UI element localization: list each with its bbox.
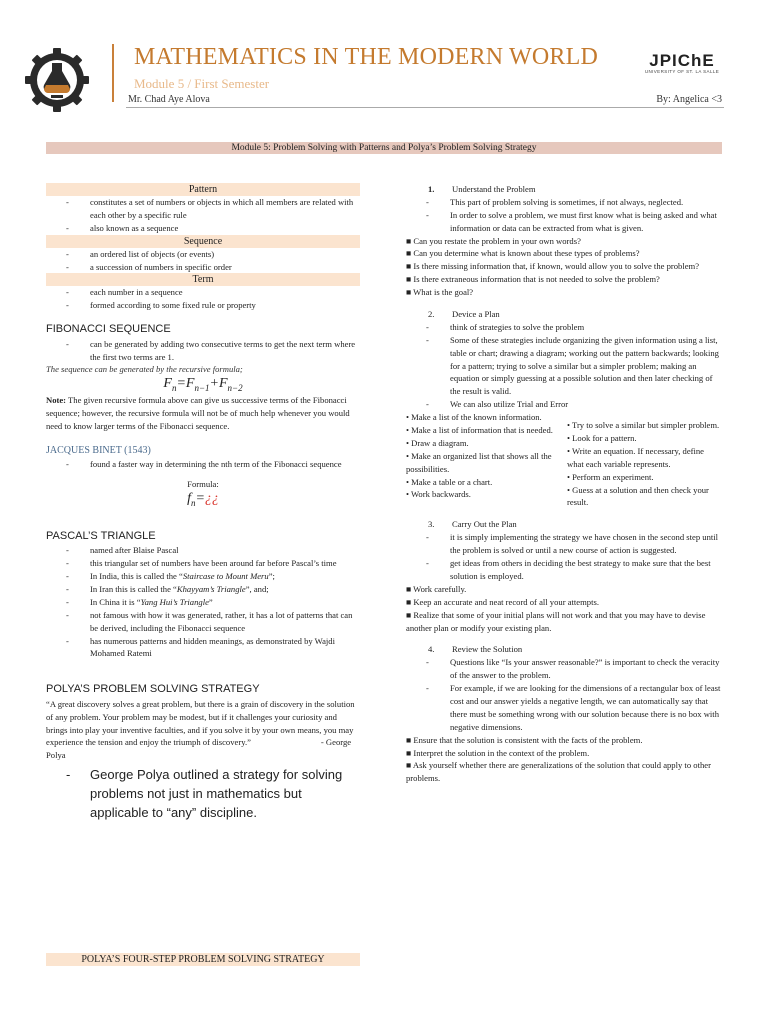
- four-step-heading-bar: POLYA’S FOUR-STEP PROBLEM SOLVING STRATEGY: [46, 953, 360, 966]
- strategy-list-right: [567, 411, 722, 509]
- step-2-list: [406, 321, 724, 411]
- fibonacci-note: [46, 394, 360, 433]
- list-item: - In order to solve a problem, we must first know what is being asked and what information or data can be extracted from what is given.: [406, 209, 724, 235]
- list-item: - an ordered list of objects (or events): [46, 248, 360, 261]
- list-item: - For example, if we are looking for the dimensions of a rectangular box of least cost and our answer yields a negative length, we can automatically say that there must be something wrong with our solution because there is no box with negative dimensions.: [406, 682, 724, 734]
- step-1-questions: [406, 235, 724, 299]
- step-4-list: [406, 656, 724, 733]
- term-heading: Term: [46, 273, 360, 286]
- header-rule: [126, 107, 724, 108]
- list-item: - this triangular set of numbers have been around far before Pascal’s time: [46, 557, 360, 570]
- list-item: - named after Blaise Pascal: [46, 544, 360, 557]
- strategy-item: • Perform an experiment.: [567, 471, 654, 482]
- list-item-china: - In China it is “Yang Hui’s Triangle”: [46, 596, 360, 609]
- binet-heading: JACQUES BINET (1543): [46, 444, 151, 456]
- gear-flask-logo: [22, 45, 92, 115]
- list-item: - not famous with how it was generated, rather, it has a lot of patterns that can be derived, including the Fibonacci sequence: [46, 609, 360, 635]
- recursive-note: The sequence can be generated by the recursive formula;: [46, 364, 243, 375]
- pattern-list: [46, 196, 360, 235]
- strategy-item: • Look for a pattern.: [567, 433, 637, 444]
- step-2-heading: 2. Device a Plan: [428, 309, 500, 320]
- list-item: - This part of problem solving is sometimes, if not always, neglected.: [406, 196, 724, 209]
- binet-list: [46, 458, 360, 471]
- strategy-item: • Make a list of information that is needed.: [406, 425, 553, 436]
- note-item: ■ Interpret the solution in the context of the problem.: [406, 747, 590, 758]
- author: Mr. Chad Aye Alova: [128, 94, 210, 105]
- list-item: - can be generated by adding two consecutive terms to get the next term where the first two terms are 1.: [46, 338, 360, 364]
- strategy-item: • Make an organized list that shows all the possibilities.: [406, 450, 552, 474]
- list-item: - a succession of numbers in specific order: [46, 261, 360, 274]
- question-item: ■ Can you determine what is known about these types of problems?: [406, 248, 640, 259]
- pattern-heading: Pattern: [46, 183, 360, 196]
- strategy-item: • Try to solve a similar but simpler problem.: [567, 420, 720, 431]
- list-item: - constitutes a set of numbers or objects in which all members are related with each other by a specific rule: [46, 196, 360, 222]
- step-3-heading: 3. Carry Out the Plan: [428, 519, 517, 530]
- strategy-item: • Work backwards.: [406, 489, 471, 500]
- list-item: - get ideas from others in deciding the best strategy to make sure that the best solution is employed.: [406, 557, 724, 583]
- note-item: ■ Ask yourself whether there are generalizations of the solution that could apply to other problems.: [406, 760, 711, 784]
- polya-heading: POLYA’S PROBLEM SOLVING STRATEGY: [46, 683, 260, 696]
- left-column: [46, 183, 360, 823]
- page-subtitle: Module 5 / First Semester: [134, 76, 270, 91]
- note-text: The given recursive formula above can give us successive terms of the Fibonacci sequence; however, the recursive formula will not be of much help whenever you would need to know larger terms of the Fibonacci sequence.: [46, 394, 350, 431]
- polya-quote: “A great discovery solves a great problem, but there is a grain of discovery in the solution of any problem. Your problem may be modest, but if it challenges your curiosity and brings into play your inventive faculties, and if you solve it by your own means, you may experience the tension and enjoy the triumph of discovery.” - George Polya: [46, 698, 355, 761]
- step-4-heading: 4. Review the Solution: [428, 644, 523, 655]
- list-item: - has numerous patterns and hidden meanings, as demonstrated by Wajdi Mohamed Ratemi: [46, 635, 360, 661]
- strategy-item: • Draw a diagram.: [406, 437, 469, 448]
- list-item-iran: - In Iran this is called the “Khayyam’s Triangle”, and;: [46, 583, 360, 596]
- list-item: - We can also utilize Trial and Error: [406, 398, 724, 411]
- strategy-list-left: [406, 411, 561, 509]
- header-divider: [112, 44, 114, 102]
- list-item: - it is simply implementing the strategy we have chosen in the second step until the problem is solved or until a new course of action is suggested.: [406, 531, 724, 557]
- list-item: - also known as a sequence: [46, 222, 360, 235]
- right-column: [406, 183, 724, 785]
- term-list: [46, 286, 360, 312]
- strategy-item: • Make a list of the known information.: [406, 412, 542, 423]
- binet-formula: $f_n=¿¿$: [187, 491, 219, 509]
- list-item: - think of strategies to solve the problem: [406, 321, 724, 334]
- sequence-heading: Sequence: [46, 235, 360, 248]
- note-label: Note:: [46, 394, 67, 405]
- strategy-item: • Guess at a solution and then check your result.: [567, 484, 709, 508]
- question-item: ■ Is there missing information that, if known, would allow you to solve the problem?: [406, 261, 700, 272]
- sequence-list: [46, 248, 360, 274]
- formula-label: Formula:: [187, 479, 219, 490]
- quote-author: - George Polya: [46, 737, 352, 761]
- list-item: - George Polya outlined a strategy for solving problems not just in mathematics but applicable to “any” discipline.: [46, 766, 360, 823]
- module-title-bar: Module 5: Problem Solving with Patterns and Polya’s Problem Solving Strategy: [46, 142, 722, 154]
- pascal-list: [46, 544, 360, 660]
- brand-subtitle: UNIVERSITY OF ST. LA SALLE: [644, 69, 720, 74]
- step-1-heading: 1. Understand the Problem: [428, 184, 536, 194]
- fibonacci-list: [46, 338, 360, 364]
- fibonacci-heading: FIBONACCI SEQUENCE: [46, 323, 171, 336]
- list-item: - Questions like “Is your answer reasonable?” is important to check the veracity of the answer to the problem.: [406, 656, 724, 682]
- list-item: - each number in a sequence: [46, 286, 360, 299]
- brand-name: JPIChE: [649, 51, 715, 70]
- byline: By: Angelica <3: [656, 94, 722, 105]
- question-item: ■ Is there extraneous information that is not needed to solve the problem?: [406, 274, 660, 285]
- polya-big-list: [46, 766, 360, 823]
- recursive-formula: $F_n=F_{n-1}+F_{n-2}$: [163, 376, 243, 394]
- question-item: ■ Can you restate the problem in your own words?: [406, 235, 581, 246]
- list-item-india: - In India, this is called the “Staircase to Mount Meru”;: [46, 570, 360, 583]
- step-3-list: [406, 531, 724, 583]
- strategy-columns: [406, 411, 724, 509]
- question-item: ■ What is the goal?: [406, 287, 474, 298]
- brand-logo: [637, 52, 727, 74]
- list-item: - Some of these strategies include organizing the given information using a list, table or chart; drawing a diagram; working out the pattern backwards; looking for a pattern; trying to solve a similar but a simpler problem; making an equation or simply guessing at a possible solution and then later checking of the result is valid.: [406, 334, 724, 398]
- strategy-item: • Write an equation. If necessary, define what each variable represents.: [567, 445, 704, 469]
- note-item: ■ Ensure that the solution is consistent with the facts of the problem.: [406, 734, 643, 745]
- list-item: - found a faster way in determining the nth term of the Fibonacci sequence: [46, 458, 360, 471]
- pascal-heading: PASCAL’S TRIANGLE: [46, 529, 156, 542]
- list-item: - formed according to some fixed rule or property: [46, 299, 360, 312]
- step-1-list: [406, 196, 724, 235]
- note-item: ■ Realize that some of your initial plans will not work and that you may have to devise another plan or modify your existing plan.: [406, 609, 706, 633]
- note-item: ■ Work carefully.: [406, 583, 467, 594]
- page-title: MATHEMATICS IN THE MODERN WORLD: [134, 44, 598, 70]
- step-4-notes: [406, 734, 724, 786]
- step-3-notes: [406, 583, 724, 635]
- broken-formula-glyph: ¿¿: [204, 491, 219, 507]
- note-item: ■ Keep an accurate and neat record of all your attempts.: [406, 596, 599, 607]
- strategy-item: • Make a table or a chart.: [406, 476, 493, 487]
